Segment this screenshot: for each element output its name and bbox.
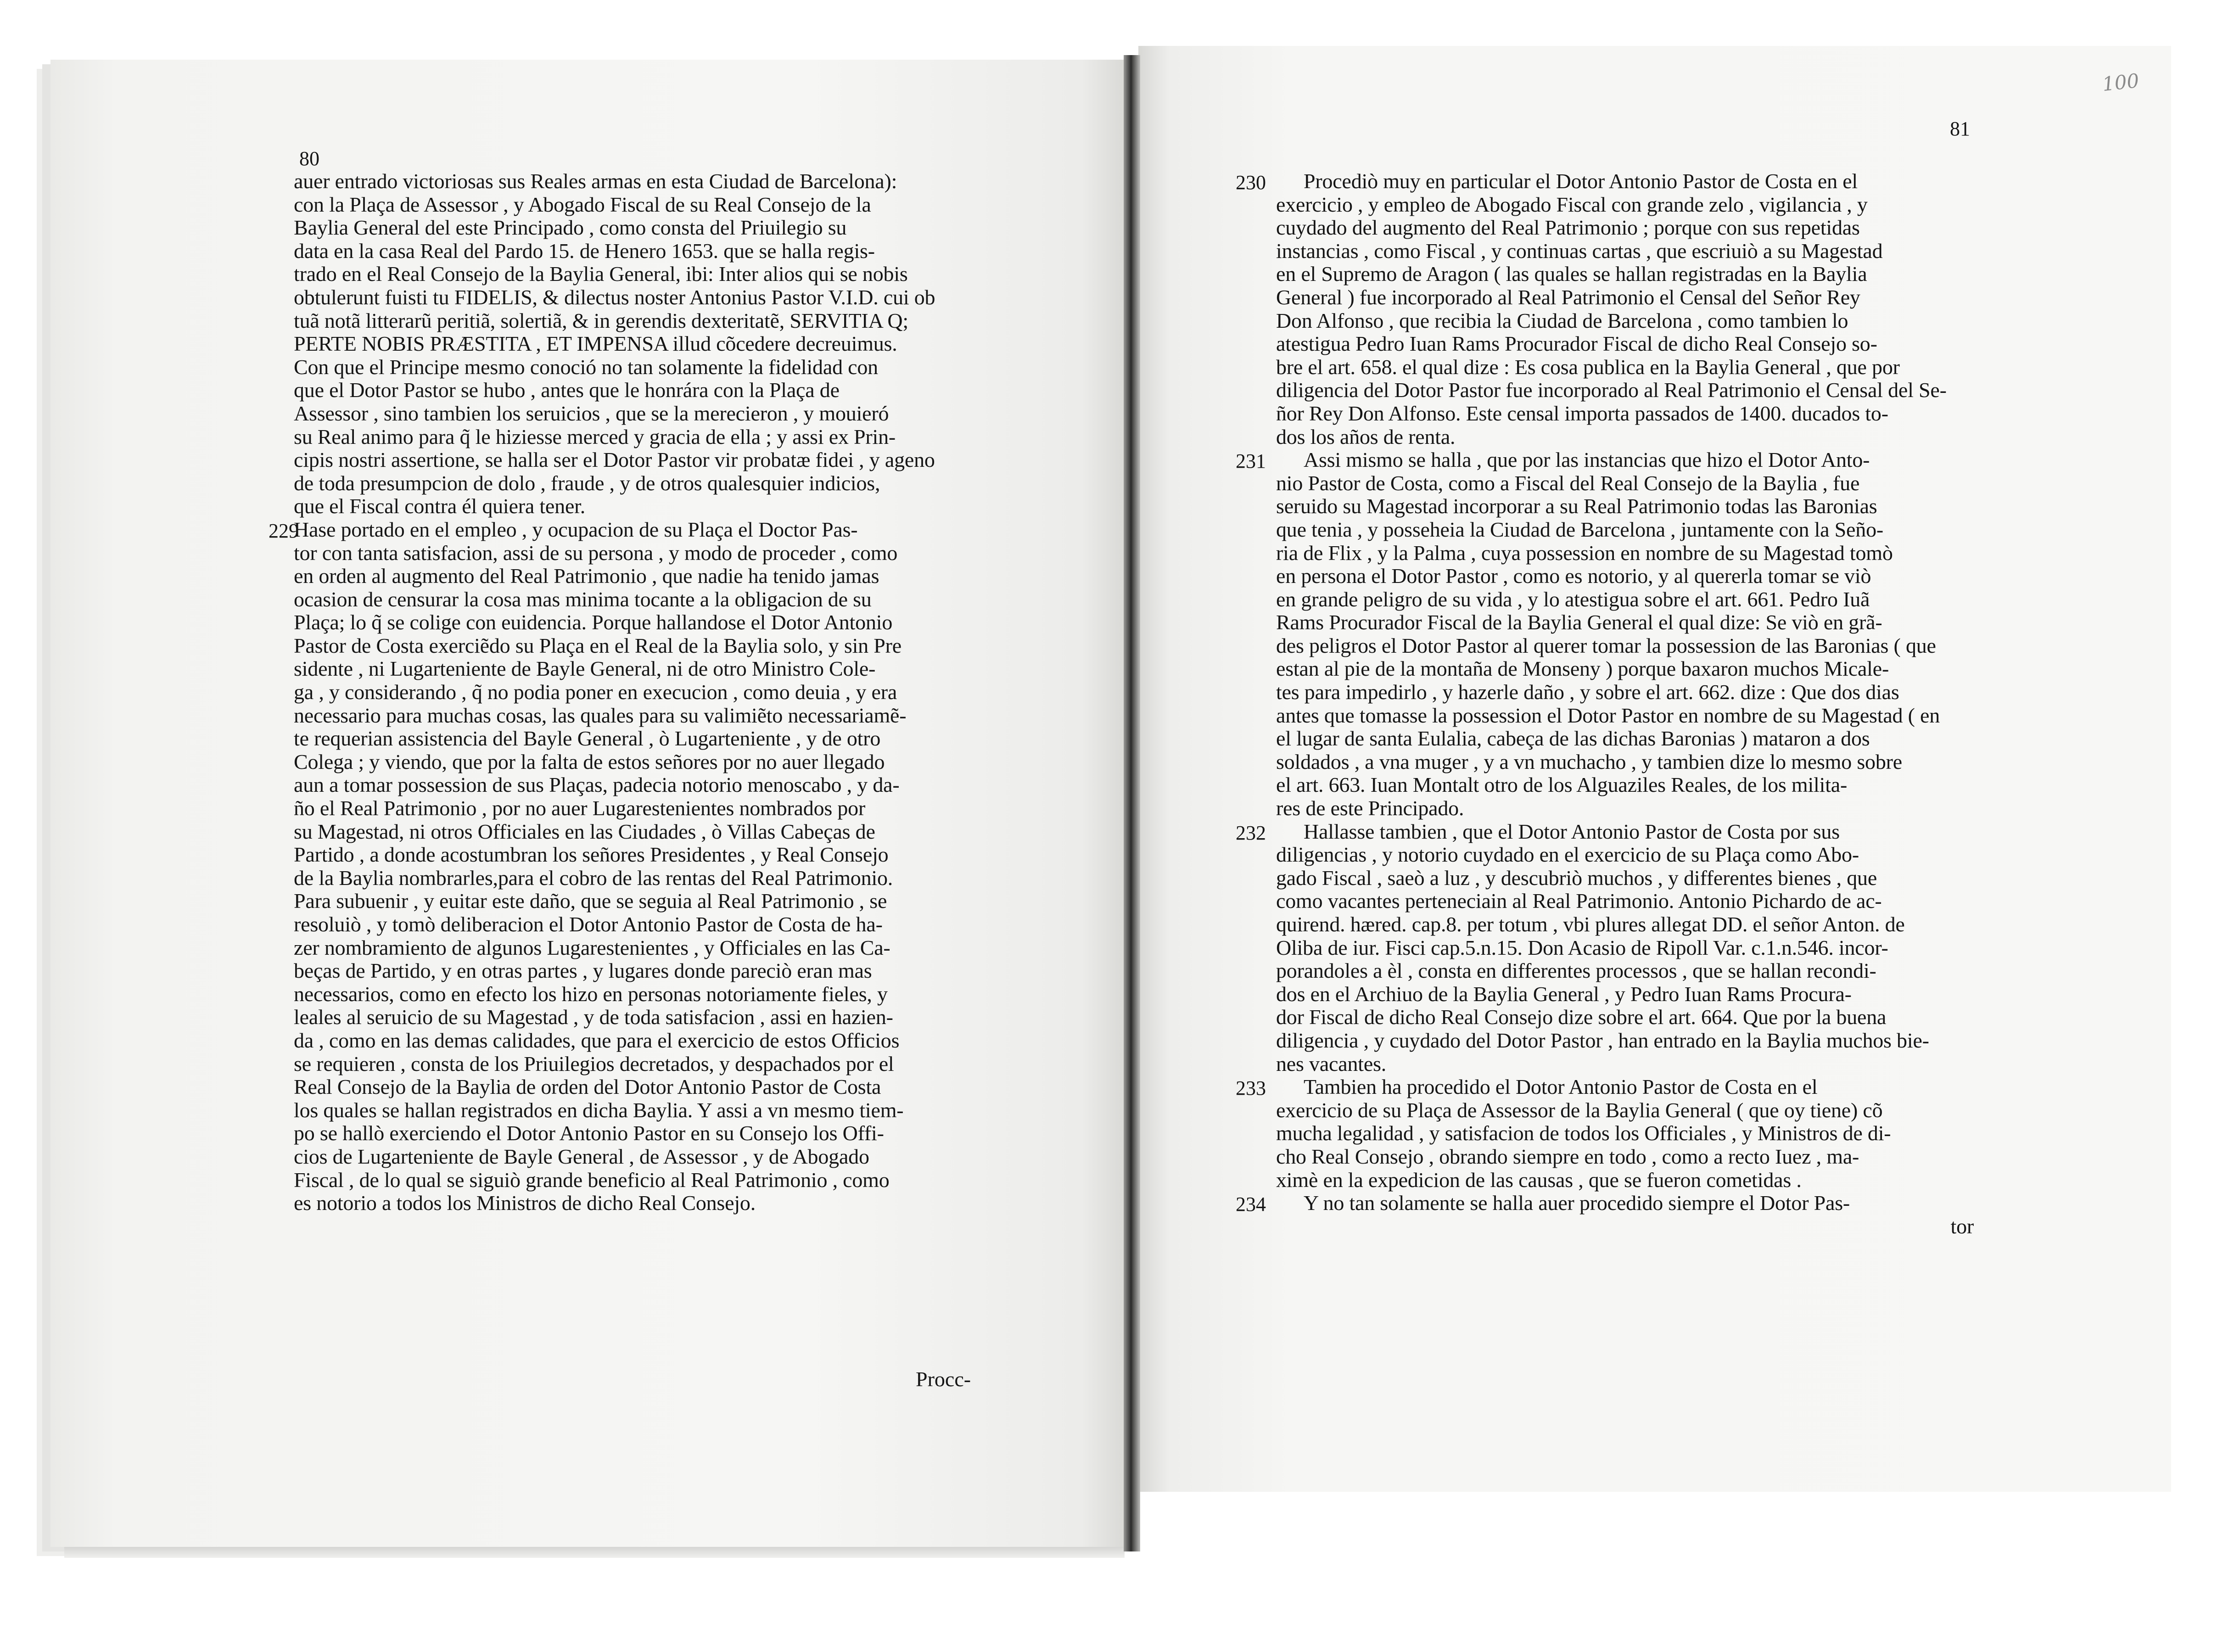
text-line: Baylia General del este Principado , como consta del Priuilegio su — [294, 216, 847, 240]
text-line: que el Fiscal contra él quiera tener. — [294, 494, 586, 518]
text-line: el art. 663. Iuan Montalt otro de los Alguaziles Reales, de los milita- — [1276, 773, 1848, 797]
text-line: necessario para muchas cosas, las quales para su valimiẽto necessariamẽ- — [294, 703, 907, 727]
text-line: tes para impedirlo , y hazerle daño , y sobre el art. 662. dize : Que dos dias — [1276, 680, 1899, 704]
text-line: gado Fiscal , saeò a luz , y descubriò muchos , y differentes bienes , que — [1276, 866, 1877, 890]
text-line: cho Real Consejo , obrando siempre en todo , como a recto Iuez , ma- — [1276, 1144, 1859, 1168]
text-line: nio Pastor de Costa, como a Fiscal del Real Consejo de la Baylia , fue — [1276, 471, 1860, 495]
text-line: resoluiò , y tomò deliberacion el Dotor Antonio Pastor de Costa de ha- — [294, 913, 883, 936]
text-line: que tenia , y posseheia la Ciudad de Barcelona , juntamente con la Seño- — [1276, 517, 1883, 541]
text-line: PERTE NOBIS PRÆSTITA , ET IMPENSA illud cõcedere decreuimus. — [294, 332, 897, 356]
text-line: tuã notã litterarũ peritiã, solertiã, & in gerendis dexteritatẽ, SERVITIA Q; — [294, 308, 908, 332]
text-line: que el Dotor Pastor se hubo , antes que le honrára con la Plaça de — [294, 378, 840, 402]
text-line: Plaça; lo q̃ se colige con euidencia. Porque hallandose el Dotor Antonio — [294, 610, 893, 634]
text-line: Procediò muy en particular el Dotor Antonio Pastor de Costa en el — [1304, 169, 1858, 193]
text-line: antes que tomasse la possession el Dotor Pastor en nombre de su Magestad ( en — [1276, 703, 1940, 727]
text-line: Real Consejo de la Baylia de orden del Dotor Antonio Pastor de Costa — [294, 1075, 881, 1099]
text-line: ño el Real Patrimonio , por no auer Lugarestenientes nombrados por — [294, 796, 866, 820]
text-line: Con que el Principe mesmo conoció no tan solamente la fidelidad con — [294, 355, 878, 379]
text-line: exercicio , y empleo de Abogado Fiscal con grande zelo , vigilancia , y — [1276, 192, 1868, 216]
text-line: leales al seruicio de su Magestad , y de toda satisfacion , assi en hazien- — [294, 1005, 893, 1029]
text-line: bre el art. 658. el qual dize : Es cosa publica en la Baylia General , que por — [1276, 355, 1900, 379]
text-line: dor Fiscal de dicho Real Consejo dize sobre el art. 664. Que por la buena — [1276, 1005, 1887, 1029]
text-line: mucha legalidad , y satisfacion de todos los Officiales , y Ministros de di- — [1276, 1121, 1891, 1145]
text-line: trado en el Real Consejo de la Baylia General, ibi: Inter alios qui se nobis — [294, 262, 908, 286]
text-line: su Magestad, ni otros Officiales en las Ciudades , ò Villas Cabeças de — [294, 819, 875, 843]
text-line: necessarios, como en efecto los hizo en personas notoriamente fieles, y — [294, 982, 888, 1006]
text-line: su Real animo para q̃ le hiziesse merced y gracia de ella ; y assi ex Prin- — [294, 425, 896, 448]
text-line: Don Alfonso , que recibia la Ciudad de Barcelona , como tambien lo — [1276, 308, 1848, 332]
left-page-body — [294, 170, 1028, 1215]
text-line: da , como en las demas calidades, que para el exercicio de estos Officios — [294, 1028, 900, 1052]
text-line: dos en el Archiuo de la Baylia General , y Pedro Iuan Rams Procura- — [1276, 982, 1852, 1006]
text-line: ria de Flix , y la Palma , cuya possession en nombre de su Magestad tomò — [1276, 541, 1893, 565]
text-line: seruido su Magestad incorporar a su Real Patrimonio todas las Baronias — [1276, 494, 1877, 518]
text-line: el lugar de santa Eulalia, cabeça de las dichas Baronias ) mataron a dos — [1276, 727, 1870, 750]
paragraph-number: 232 — [1236, 821, 1266, 844]
text-line: Rams Procurador Fiscal de la Baylia General el qual dize: Se viò en grã- — [1276, 610, 1882, 634]
text-line: Hallasse tambien , que el Dotor Antonio Pastor de Costa por sus — [1304, 819, 1840, 843]
text-line: Fiscal , de lo qual se siguiò grande beneficio al Real Patrimonio , como — [294, 1168, 890, 1192]
text-line: soldados , a vna muger , y a vn muchacho , y tambien dize lo mesmo sobre — [1276, 750, 1902, 773]
text-line: cios de Lugarteniente de Bayle General , de Assessor , y de Abogado — [294, 1144, 869, 1168]
handwritten-folio-number: 100 — [2101, 69, 2140, 96]
text-line: zer nombramiento de algunos Lugarestenientes , y Officiales en las Ca- — [294, 935, 890, 959]
text-line: Pastor de Costa exerciẽdo su Plaça en el Real de la Baylia solo, y sin Pre — [294, 633, 902, 657]
text-line: aun a tomar possession de sus Plaças, padecia notorio menoscabo , y da- — [294, 773, 900, 797]
text-line: des peligros el Dotor Pastor al querer tomar la possession de las Baronias ( que — [1276, 633, 1936, 657]
text-line: exercicio de su Plaça de Assessor de la Baylia General ( que oy tiene) cõ — [1276, 1098, 1883, 1122]
text-line: Tambien ha procedido el Dotor Antonio Pastor de Costa en el — [1304, 1075, 1818, 1099]
text-line: los quales se hallan registrados en dicha Baylia. Y assi a vn mesmo tiem- — [294, 1098, 904, 1122]
text-line: Para subuenir , y euitar este daño, que se seguia al Real Patrimonio , se — [294, 889, 887, 913]
page-stack-edge — [64, 1547, 1125, 1558]
text-line: beças de Partido, y en otras partes , y lugares donde pareciò eran mas — [294, 959, 872, 983]
text-line: es notorio a todos los Ministros de dicho Real Consejo. — [294, 1191, 756, 1215]
text-line: se requieren , consta de los Priuilegios decretados, y despachados por el — [294, 1052, 894, 1075]
text-line: res de este Principado. — [1276, 796, 1464, 820]
text-line: cipis nostri assertione, se halla ser el Dotor Pastor vir probatæ fidei , y ageno — [294, 448, 935, 472]
text-line: po se hallò exerciendo el Dotor Antonio Pastor en su Consejo los Offi- — [294, 1121, 884, 1145]
text-line: sidente , ni Lugarteniente de Bayle General, ni de otro Ministro Cole- — [294, 657, 876, 681]
text-line: ximè en la expedicion de las causas , que se fueron cometidas . — [1276, 1168, 1802, 1192]
text-line: nes vacantes. — [1276, 1052, 1387, 1075]
text-line: estan al pie de la montaña de Monseny ) porque baxaron muchos Micale- — [1276, 657, 1889, 681]
text-line: dos los años de renta. — [1276, 425, 1456, 448]
catchword: Procc- — [916, 1367, 971, 1391]
text-line: auer entrado victoriosas sus Reales armas en esta Ciudad de Barcelona): — [294, 169, 897, 193]
paragraph-number: 231 — [1236, 450, 1266, 473]
text-line: Assi mismo se halla , que por las instancias que hizo el Dotor Anto- — [1304, 448, 1870, 472]
text-line: con la Plaça de Assessor , y Abogado Fiscal de su Real Consejo de la — [294, 192, 871, 216]
book-gutter — [1124, 55, 1140, 1551]
text-line: como vacantes perteneciain al Real Patrimonio. Antonio Pichardo de ac- — [1276, 889, 1882, 913]
text-line: Y no tan solamente se halla auer procedido siempre el Dotor Pas- — [1304, 1191, 1850, 1215]
text-line: en persona el Dotor Pastor , como es notorio, y al quererla tomar se viò — [1276, 564, 1871, 588]
text-line: Oliba de iur. Fisci cap.5.n.15. Don Acasio de Ripoll Var. c.1.n.546. incor- — [1276, 935, 1888, 959]
paragraph-number: 230 — [1236, 171, 1266, 194]
paragraph-number: 233 — [1236, 1077, 1266, 1100]
text-line: instancias , como Fiscal , y continuas cartas , que escriuiò a su Magestad — [1276, 239, 1883, 263]
right-page-body — [1276, 170, 1992, 1238]
text-line: te requerian assistencia del Bayle General , ò Lugarteniente , y de otro — [294, 727, 881, 750]
text-line: General ) fue incorporado al Real Patrimonio el Censal del Señor Rey — [1276, 285, 1860, 309]
text-line: diligencias , y notorio cuydado en el exercicio de su Plaça como Abo- — [1276, 843, 1859, 867]
text-line: tor con tanta satisfacion, assi de su persona , y modo de proceder , como — [294, 541, 898, 565]
text-line: obtulerunt fuisti tu FIDELIS, & dilectus noster Antonius Pastor V.I.D. cui ob — [294, 285, 935, 309]
text-line: data en la casa Real del Pardo 15. de Henero 1653. que se halla regis- — [294, 239, 875, 263]
text-line: en orden al augmento del Real Patrimonio , que nadie ha tenido jamas — [294, 564, 879, 588]
right-folio-number: 81 — [1950, 118, 1970, 140]
text-line: de la Baylia nombrarles,para el cobro de las rentas del Real Patrimonio. — [294, 866, 893, 890]
paragraph-number: 234 — [1236, 1193, 1266, 1216]
text-line: atestigua Pedro Iuan Rams Procurador Fiscal de dicho Real Consejo so- — [1276, 332, 1877, 356]
text-line: ñor Rey Don Alfonso. Este censal importa passados de 1400. ducados to- — [1276, 401, 1888, 425]
text-line: Assessor , sino tambien los seruicios , que se la merecieron , y mouieró — [294, 401, 889, 425]
paragraph-number: 229 — [269, 520, 299, 542]
text-line: Hase portado en el empleo , y ocupacion de su Plaça el Doctor Pas- — [294, 517, 858, 541]
text-line: cuydado del augmento del Real Patrimonio ; porque con sus repetidas — [1276, 216, 1860, 240]
text-line: tor — [1950, 1214, 1974, 1238]
text-line: ocasion de censurar la cosa mas minima tocante a la obligacion de su — [294, 587, 872, 611]
text-line: porandoles a èl , consta en differentes processos , que se hallan recondi- — [1276, 959, 1876, 983]
text-line: quirend. hæred. cap.8. per totum , vbi plures allegat DD. el señor Anton. de — [1276, 913, 1905, 936]
text-line: de toda presumpcion de dolo , fraude , y de otros qualesquier indicios, — [294, 471, 880, 495]
text-line: ga , y considerando , q̃ no podia poner en execucion , como deuia , y era — [294, 680, 897, 704]
text-line: en grande peligro de su vida , y lo atestigua sobre el art. 661. Pedro Iuã — [1276, 587, 1870, 611]
text-line: Partido , a donde acostumbran los señores Presidentes , y Real Consejo — [294, 843, 889, 867]
text-line: diligencia del Dotor Pastor fue incorporado al Real Patrimonio el Censal del Se- — [1276, 378, 1947, 402]
text-line: Colega ; y viendo, que por la falta de estos señores por no auer llegado — [294, 750, 885, 773]
left-folio-number: 80 — [299, 147, 319, 170]
text-line: en el Supremo de Aragon ( las quales se hallan registradas en la Baylia — [1276, 262, 1867, 286]
text-line: diligencia , y cuydado del Dotor Pastor , han entrado en la Baylia muchos bie- — [1276, 1028, 1929, 1052]
